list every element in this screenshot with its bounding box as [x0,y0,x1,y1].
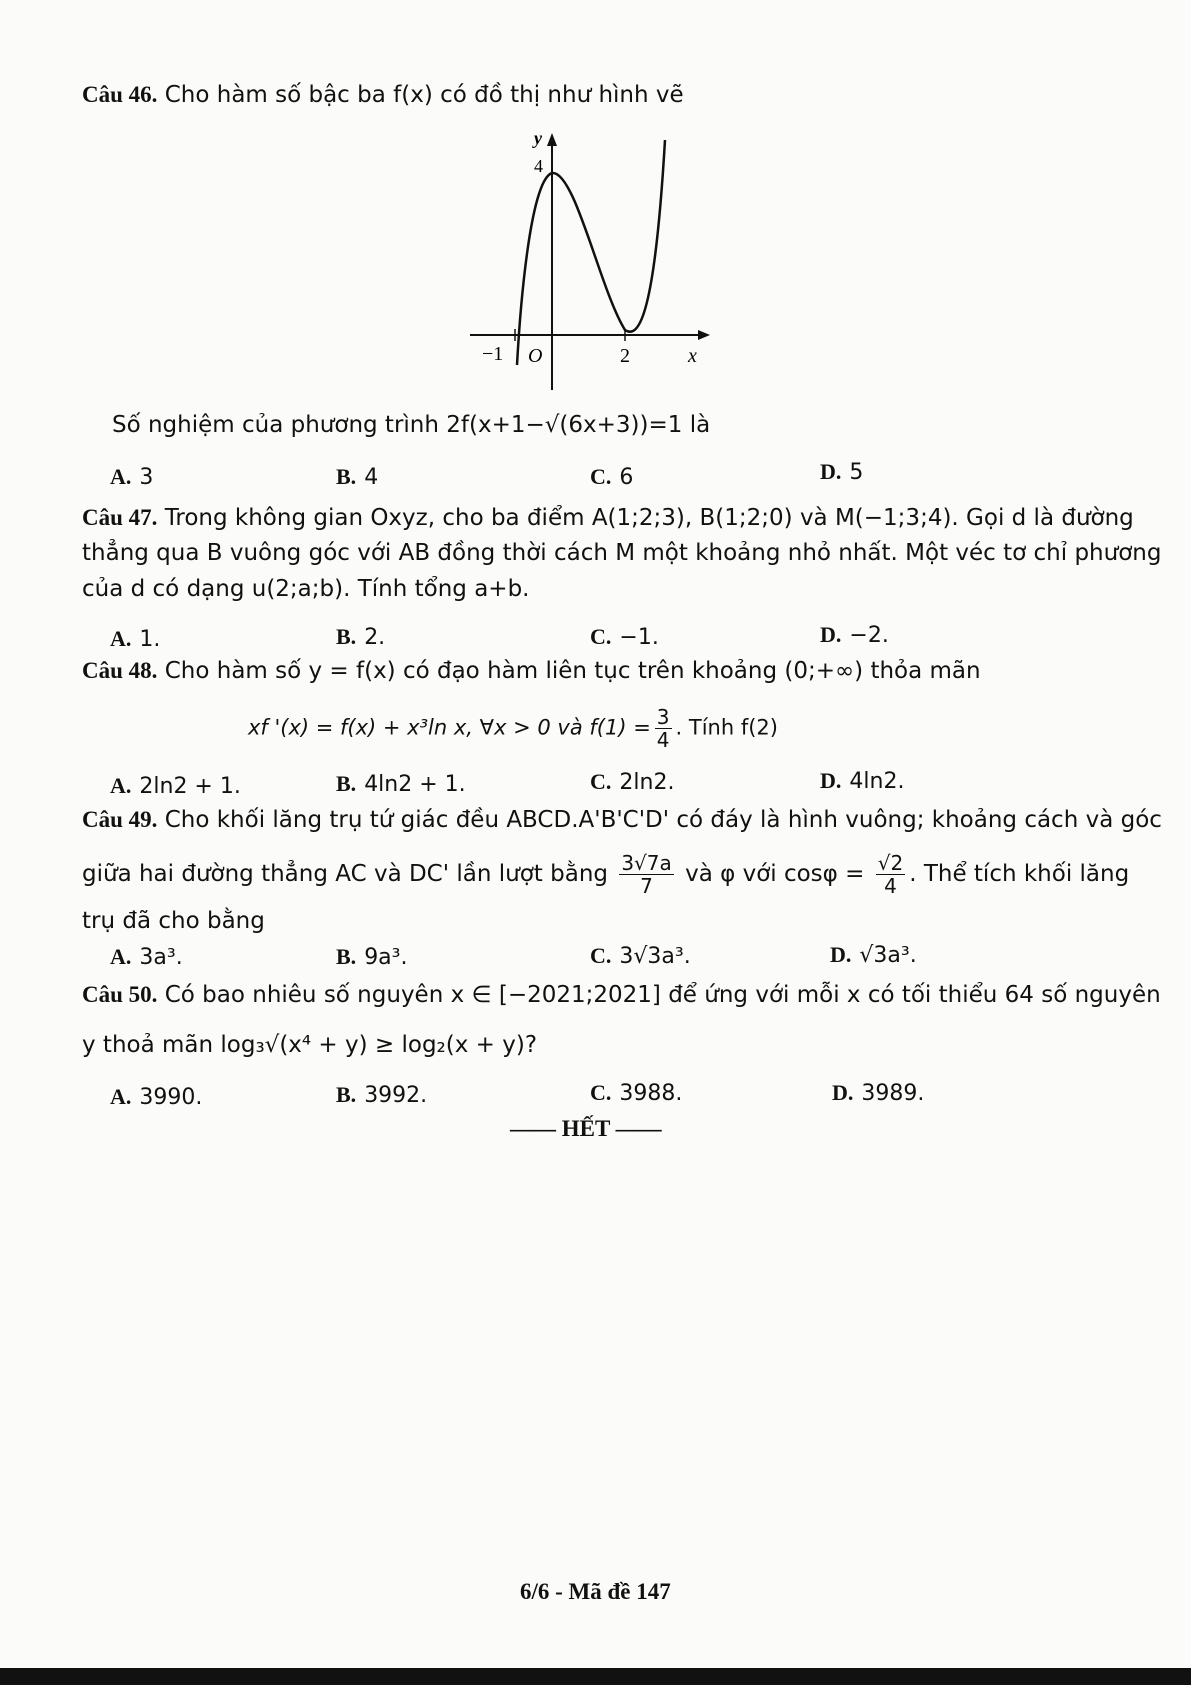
q47-option-a: A. 1. [110,626,161,652]
q47-line1: Câu 47. Trong không gian Oxyz, cho ba điểm A(1;2;3), B(1;2;0) và M(−1;3;4). Gọi d là đường [82,505,1134,531]
q47-option-d: D. −2. [820,622,889,648]
y-tick-label: 4 [534,156,543,176]
end-marker: —— HẾT —— [510,1116,662,1141]
x-tick-pos-label: 2 [620,345,630,367]
q48-label: Câu 48. [82,658,158,683]
q49-option-a: A. 3a³. [110,944,183,970]
scan-bottom-edge [0,1668,1191,1685]
x-axis-label: x [688,345,697,367]
q46-question: Số nghiệm của phương trình 2f(x+1−√(6x+3))=1 là [112,412,711,438]
q50-label: Câu 50. [82,982,158,1007]
page-footer: 6/6 - Mã đề 147 [520,1579,671,1604]
q49-option-d: D. √3a³. [830,942,917,968]
q50-option-d: D. 3989. [832,1080,925,1106]
q49-option-c: C. 3√3a³. [590,943,691,969]
q47-label: Câu 47. [82,505,158,530]
q46-stem [82,80,684,110]
x-tick-neg-label: −1 [482,343,504,365]
q47-line2: thẳng qua B vuông góc với AB đồng thời cách M một khoảng nhỏ nhất. Một véc tơ chỉ phương [82,540,1162,566]
q49-line1: Câu 49. Cho khối lăng trụ tứ giác đều ABCD.A'B'C'D' có đáy là hình vuông; khoảng cách và góc [82,807,1162,833]
q48-line1: Câu 48. Cho hàm số y = f(x) có đạo hàm liên tục trên khoảng (0;+∞) thỏa mãn [82,658,981,684]
q50-option-b: B. 3992. [336,1082,428,1108]
y-axis-label: y [534,130,542,148]
q48-fraction: $\frac{3}{4}$ [656,705,670,752]
q47-option-c: C. −1. [590,624,659,650]
q48-option-d: D. 4ln2. [820,768,905,794]
q46-option-c: C. 6 [590,464,634,490]
cubic-function-graph [470,130,720,395]
q50-line2: y thoả mãn log₃√(x⁴ + y) ≥ log₂(x + y)? [82,1032,538,1058]
q50-line1: Câu 50. Có bao nhiêu số nguyên x ∈ [−2021;2021] để ứng với mỗi x có tối thiểu 64 số nguyên [82,982,1161,1008]
q49-line2: giữa hai đường thẳng AC và DC' lần lượt bằng $\frac{3√7a}{7}$ và φ với cosφ = $\frac{√2}{4}$ . Thể tích khối lăng [82,851,1130,898]
q47-line3: của d có dạng u(2;a;b). Tính tổng a+b. [82,576,530,602]
q49-option-b: B. 9a³. [336,944,408,970]
q49-cos-fraction: $\frac{√2}{4}$ [877,851,904,898]
q48-option-b: B. 4ln2 + 1. [336,771,466,797]
q46-option-a: A. 3 [110,464,154,490]
q50-option-c: C. 3988. [590,1080,683,1106]
q50-option-a: A. 3990. [110,1084,203,1110]
x-axis-arrow [698,330,710,340]
y-axis-arrow [547,133,557,146]
q48-formula: xf '(x) = f(x) + x³ln x, ∀x > 0 và f(1) = $\frac{3}{4}$ . Tính f(2) [248,705,778,752]
q46-option-d: D. 5 [820,459,864,485]
q47-option-b: B. 2. [336,624,386,650]
q48-option-c: C. 2ln2. [590,769,675,795]
q49-label: Câu 49. [82,807,158,832]
q46-option-b: B. 4 [336,464,379,490]
q49-line3: trụ đã cho bằng [82,908,265,934]
origin-label: O [528,345,543,367]
q48-option-a: A. 2ln2 + 1. [110,773,241,799]
q46-label: Câu 46. [82,82,158,107]
q46-text: Cho hàm số bậc ba f(x) có đồ thị như hình vẽ [164,82,684,108]
q49-distance-fraction: $\frac{3√7a}{7}$ [621,851,672,898]
